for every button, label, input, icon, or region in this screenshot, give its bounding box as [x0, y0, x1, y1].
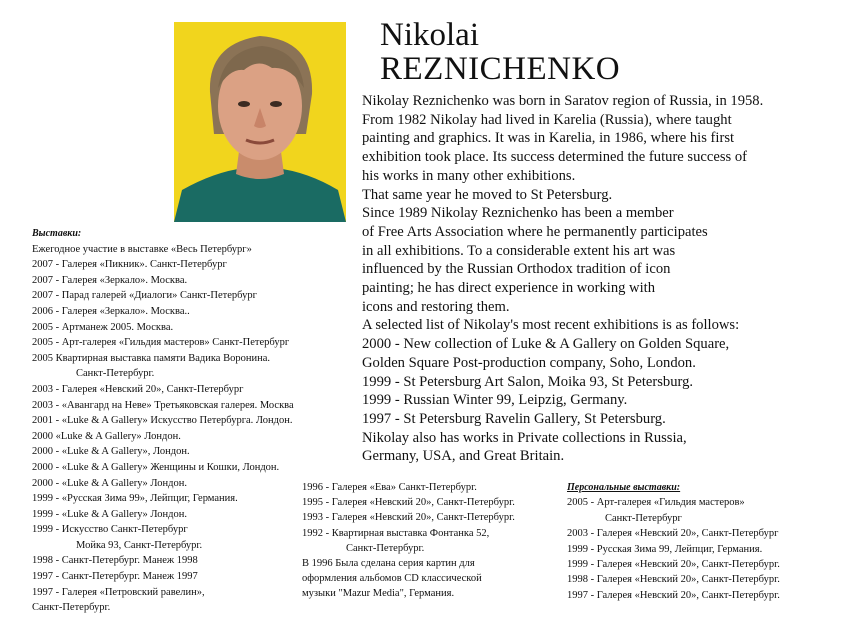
exhibition-item: 2000 - «Luke & A Gallery» Лондон.: [32, 477, 187, 489]
artist-last-name: REZNICHENKO: [380, 51, 621, 87]
exhibition-item: 1999 - Галерея «Невский 20», Санкт-Петербург.: [567, 559, 780, 571]
exhibition-item: 1998 - Санкт-Петербург. Манеж 1998: [32, 555, 198, 567]
exhibition-item: 1999 - Искусство Санкт-Петербург: [32, 524, 188, 536]
biography: [362, 92, 842, 466]
personal-exhibitions-heading: Персональные выставки:: [567, 482, 681, 493]
exhibition-item: 2007 - Галерея «Зеркало». Москва.: [32, 274, 188, 286]
exhibition-item: 2000 - «Luke & A Gallery», Лондон.: [32, 446, 190, 458]
exhibition-item: 2000 - «Luke & A Gallery» Женщины и Кошки, Лондон.: [32, 461, 280, 473]
exhibition-item: В 1996 Была сделана серия картин для: [302, 558, 475, 570]
bio-line: 1999 - St Petersburg Art Salon, Moika 93, St Petersburg.: [362, 373, 694, 390]
exhibition-item: 1992 - Квартирная выставка Фонтанка 52,: [302, 527, 490, 539]
exhibition-item: Мойка 93, Санкт-Петербург.: [76, 539, 203, 551]
exhibition-item: 2003 - «Авангард на Неве» Третьяковская галерея. Москва: [32, 399, 294, 411]
exhibition-item: Санкт-Петербург.: [346, 542, 425, 554]
bio-line: That same year he moved to St Petersburg.: [362, 186, 613, 203]
artist-photo: [174, 22, 346, 222]
bio-line: of Free Arts Association where he permanently participates: [362, 223, 708, 240]
exhibition-item: 2007 - Галерея «Пикник». Санкт-Петербург: [32, 259, 227, 271]
exhibition-item: Санкт-Петербург.: [76, 368, 155, 380]
bio-line: painting and graphics. It was in Karelia, in 1986, where his first: [362, 130, 735, 147]
exhibition-item: 1999 - «Русская Зима 99», Лейпциг, Германия.: [32, 493, 238, 505]
bio-line: Golden Square Post-production company, Soho, London.: [362, 354, 696, 371]
bio-line: 1997 - St Petersburg Ravelin Gallery, St Petersburg.: [362, 410, 666, 427]
exhibition-item: 2005 Квартирная выставка памяти Вадика Воронина.: [32, 352, 270, 364]
group-exhibitions-heading: Выставки:: [32, 228, 82, 239]
exhibition-item: 2003 - Галерея «Невский 20», Санкт-Петербург: [32, 383, 244, 395]
group-exhibitions-list: [32, 226, 294, 616]
bio-line: 1999 - Russian Winter 99, Leipzig, Germany.: [362, 392, 628, 409]
bio-line: exhibition took place. Its success determined the future success of: [362, 149, 747, 166]
bio-line: icons and restoring them.: [362, 298, 510, 315]
exhibition-item: оформления альбомов CD классической: [302, 573, 482, 585]
bio-line: painting; he has direct experience in working with: [362, 280, 656, 297]
personal-exhibitions-list: [567, 480, 780, 603]
exhibition-item: 2001 - «Luke & A Gallery» Искусство Петербурга. Лондон.: [32, 415, 293, 427]
bio-line: influenced by the Russian Orthodox tradition of icon: [362, 261, 671, 278]
exhibition-item: 2003 - Галерея «Невский 20», Санкт-Петербург: [567, 528, 779, 540]
bio-line: Germany, USA, and Great Britain.: [362, 448, 565, 465]
exhibition-item: 2007 - Парад галерей «Диалоги» Санкт-Петербург: [32, 290, 257, 302]
exhibition-item: 2005 - Артманеж 2005. Москва.: [32, 321, 174, 333]
bio-line: Since 1989 Nikolay Reznichenko has been a member: [362, 205, 674, 222]
bio-line: A selected list of Nikolay's most recent exhibitions is as follows:: [362, 317, 740, 334]
artist-first-name: Nikolai: [380, 17, 479, 53]
exhibition-item: 1993 - Галерея «Невский 20», Санкт-Петербург.: [302, 512, 515, 524]
exhibition-item: 1999 - Русская Зима 99, Лейпциг, Германия.: [567, 543, 763, 555]
exhibition-item: Санкт-Петербург: [605, 512, 682, 524]
exhibition-item: Ежегодное участие в выставке «Весь Петербург»: [32, 243, 252, 255]
exhibition-item: 2005 - Арт-галерея «Гильдия мастеров»: [567, 497, 745, 509]
exhibition-item: 1997 - Галерея «Невский 20», Санкт-Петербург.: [567, 589, 780, 601]
exhibition-item: 1997 - Галерея «Петровский равелин»,: [32, 586, 205, 598]
exhibition-item: 1996 - Галерея «Ева» Санкт-Петербург.: [302, 482, 477, 493]
more-exhibitions-list: [302, 480, 515, 602]
exhibition-item: 2005 - Арт-галерея «Гильдия мастеров» Санкт-Петербург: [32, 337, 290, 349]
portrait-image: [174, 22, 346, 222]
bio-line: in all exhibitions. To a considerable extent his art was: [362, 242, 676, 259]
exhibition-item: 1995 - Галерея «Невский 20», Санкт-Петербург.: [302, 497, 515, 509]
exhibition-item: 1999 - «Luke & A Gallery» Лондон.: [32, 508, 187, 520]
bio-line: 2000 - New collection of Luke & A Gallery on Golden Square,: [362, 336, 730, 353]
exhibition-item: 1998 - Галерея «Невский 20», Санкт-Петербург.: [567, 574, 780, 586]
bio-line: From 1982 Nikolay had lived in Karelia (Russia), where taught: [362, 111, 732, 128]
bio-line: his works in many other exhibitions.: [362, 167, 576, 184]
exhibition-item: 1997 - Санкт-Петербург. Манеж 1997: [32, 571, 198, 583]
exhibition-item: 2006 - Галерея «Зеркало». Москва..: [32, 305, 190, 317]
exhibition-item: Санкт-Петербург.: [32, 602, 111, 614]
exhibition-item: музыки "Mazur Media", Германия.: [302, 588, 455, 600]
exhibition-item: 2000 «Luke & A Gallery» Лондон.: [32, 430, 181, 442]
bio-line: Nikolay also has works in Private collections in Russia,: [362, 429, 687, 446]
bio-line: Nikolay Reznichenko was born in Saratov region of Russia, in 1958.: [362, 93, 764, 109]
